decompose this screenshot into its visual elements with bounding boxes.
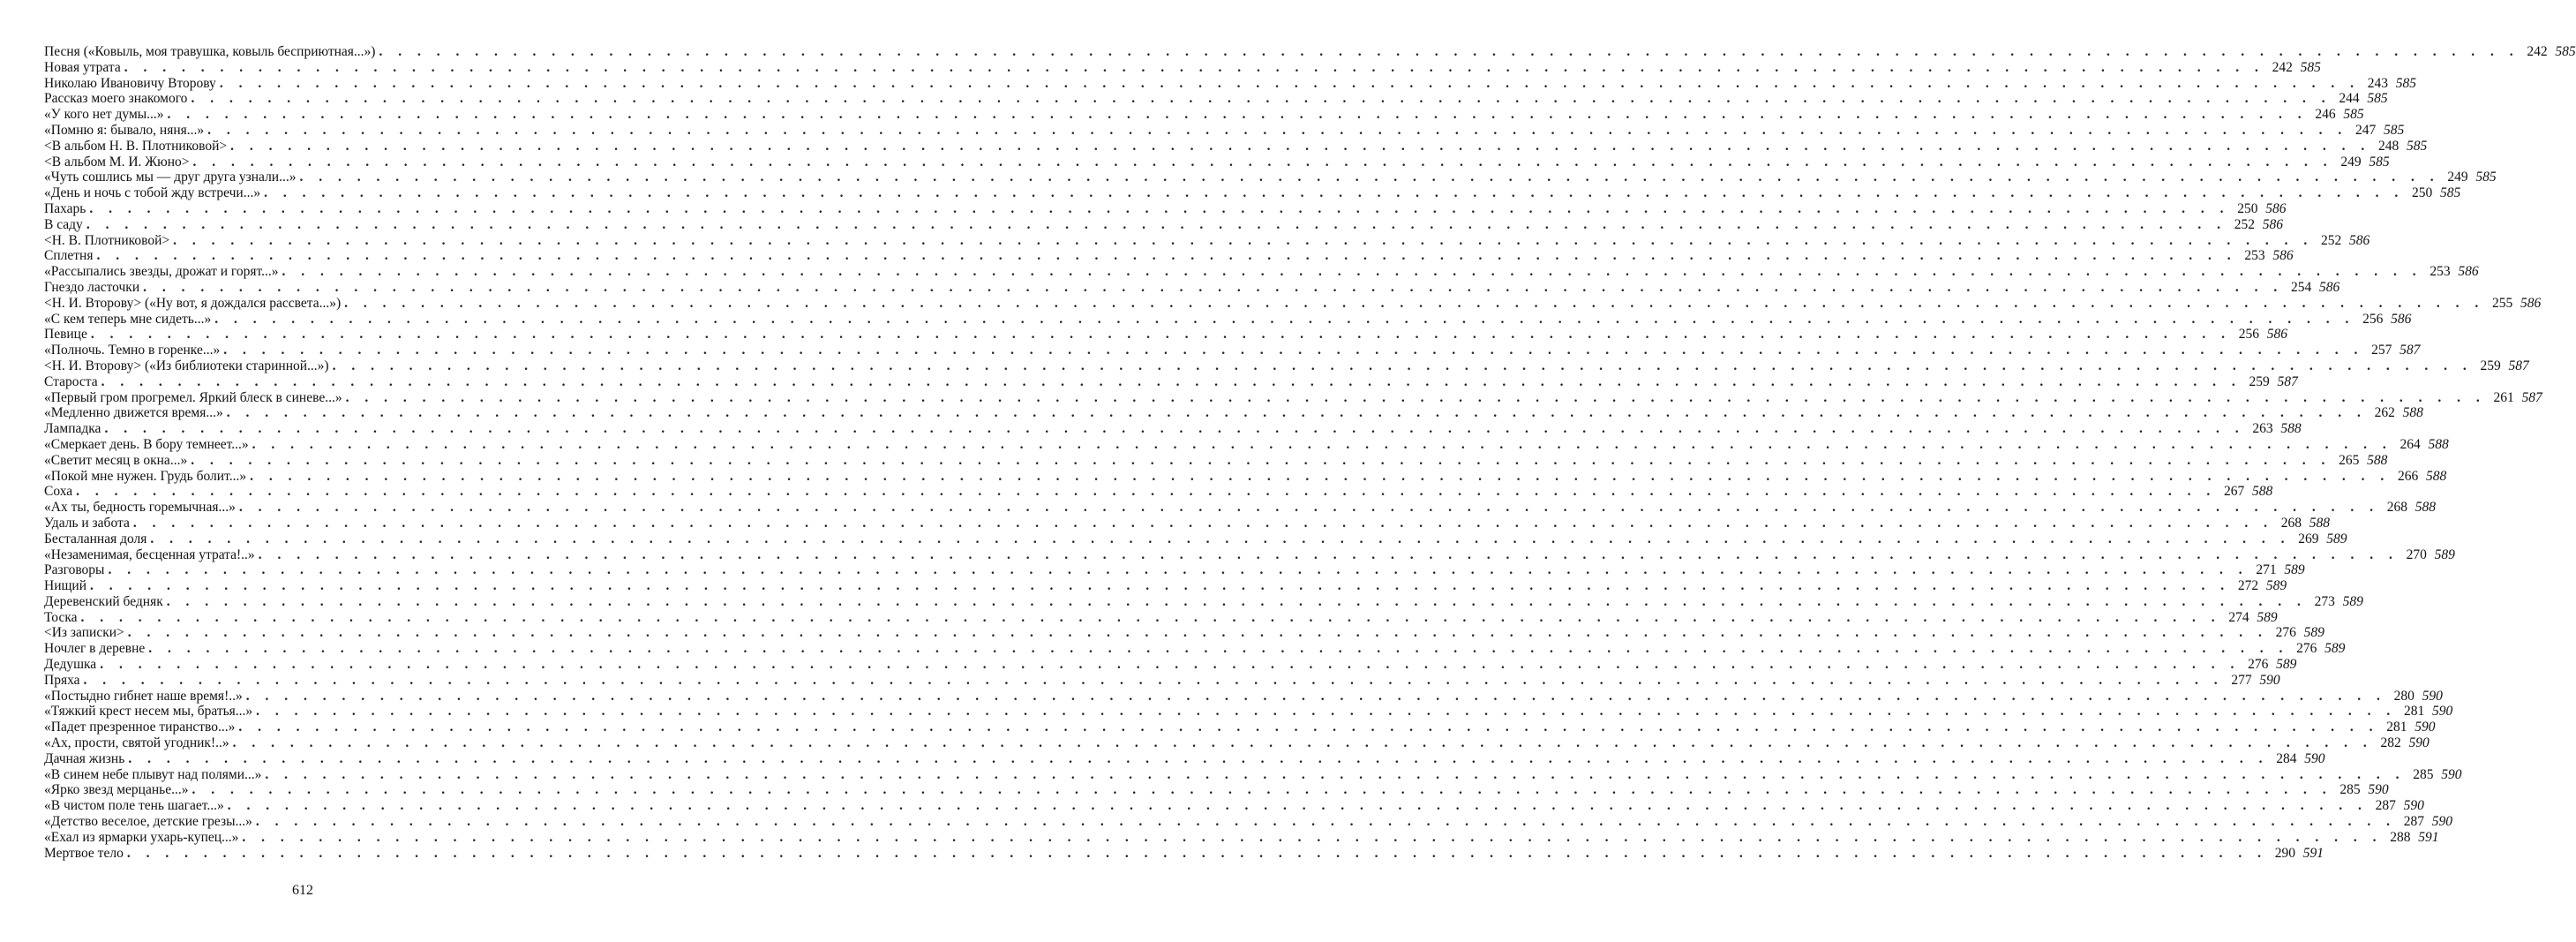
dot-leader [133,516,2273,531]
toc-entry-page: 259 [2480,358,2501,373]
toc-entry [44,657,2297,673]
toc-entry-title: «Медленно движется время...» [44,405,223,421]
dot-leader [228,798,2368,814]
toc-entry-note-page: 590 [2408,735,2430,751]
toc-entry-page: 288 [2390,829,2411,845]
dot-leader [104,421,2244,437]
toc-entry-title: «Ах, прости, святой угодник!..» [44,735,229,751]
toc-entry-note-page: 591 [2418,829,2439,845]
toc-entry-note-page: 590 [2441,766,2462,782]
toc-entry-page: 247 [2355,122,2377,138]
page-number: 612 [292,883,313,898]
table-of-contents [44,44,2576,861]
toc-entry-page: 276 [2275,625,2296,641]
toc-entry-title: <Из записки> [44,625,124,641]
dot-leader [127,846,2267,862]
dot-leader [148,641,2288,657]
dot-leader [379,44,2519,60]
toc-entry-note-page: 586 [2272,248,2294,264]
toc-entry-note-page: 586 [2262,216,2283,232]
toc-entry-note-page: 588 [2415,500,2436,516]
toc-entry-title: «Полночь. Темно в горенке...» [44,343,221,358]
toc-entry-title: Пахарь [44,200,86,216]
dot-leader [124,60,2264,76]
dot-leader [242,830,2382,846]
dot-leader [220,76,2360,92]
toc-entry-note-page: 585 [2407,138,2428,154]
toc-entry-note-page: 586 [2520,295,2542,311]
toc-entry [44,373,2298,390]
toc-entry-title: Ночлег в деревне [44,641,146,657]
toc-entry-page: 277 [2231,672,2252,688]
toc-entry-page: 267 [2224,484,2245,500]
toc-entry-page: 248 [2378,138,2400,154]
toc-entry [44,421,2302,437]
toc-entry-title: «Тяжкий крест несем мы, братья...» [44,704,253,720]
toc-entry [44,138,2428,154]
toc-entry-note-page: 589 [2324,641,2346,657]
toc-entry [44,672,2280,689]
toc-entry-title: «Чуть сошлись мы — друг друга узнали...» [44,170,297,185]
toc-entry [44,279,2340,296]
toc-entry-page: 274 [2228,609,2249,625]
dot-leader [233,735,2373,751]
toc-entry-title: Дачная жизнь [44,750,125,766]
toc-entry [44,452,2388,469]
toc-entry-page: 244 [2339,91,2360,107]
dot-leader [238,720,2378,735]
toc-entry-note-page: 590 [2304,750,2325,766]
toc-entry [44,766,2462,783]
dot-leader [89,201,2229,217]
toc-entry-note-page: 589 [2265,578,2287,594]
toc-entry-page: 243 [2367,75,2388,91]
toc-entry-page: 287 [2375,798,2396,814]
toc-entry-note-page: 588 [2402,405,2423,421]
toc-entry-page: 256 [2238,327,2259,343]
toc-entry [44,500,2436,516]
toc-entry-note-page: 585 [2555,44,2576,59]
dot-leader [256,814,2396,830]
toc-entry-title: «Детство веселое, детские грезы...» [44,814,252,830]
toc-entry-title: Певице [44,327,87,343]
dot-leader [81,610,2221,626]
toc-entry-title: «День и ночь с тобой жду встречи...» [44,185,261,201]
toc-entry-title: Дедушка [44,657,97,673]
dot-leader [96,248,2236,264]
toc-entry-note-page: 587 [2400,343,2421,358]
toc-entry [44,641,2346,657]
toc-entry-title: Соха [44,484,73,500]
toc-entry-page: 269 [2298,531,2319,546]
dot-leader [230,139,2370,154]
toc-entry-page: 272 [2237,578,2259,594]
toc-entry-page: 253 [2430,264,2451,280]
toc-entry-page: 276 [2296,641,2317,657]
toc-entry-page: 270 [2406,546,2427,562]
toc-entry-page: 273 [2314,593,2335,609]
dot-leader [264,185,2404,201]
toc-entry-note-page: 590 [2431,814,2452,830]
dot-leader [101,374,2242,390]
toc-entry [44,436,2449,453]
toc-entry-title: Новая утрата [44,59,121,75]
toc-entry-note-page: 587 [2521,389,2542,405]
toc-entry [44,625,2324,641]
toc-entry [44,515,2330,531]
toc-entry [44,107,2364,123]
toc-entry [44,248,2294,264]
toc-entry [44,343,2421,358]
toc-entry [44,546,2455,563]
toc-entry [44,44,2576,60]
toc-entry-note-page: 590 [2415,720,2436,735]
toc-entry-title: «Постыдно гибнет наше время!..» [44,688,243,704]
toc-entry [44,154,2390,170]
toc-entry-title: «В чистом поле тень шагает...» [44,798,224,814]
toc-entry-page: 266 [2397,468,2419,484]
toc-entry-title: Деревенский бедняк [44,593,163,609]
toc-entry-page: 249 [2340,154,2362,170]
toc-entry-note-page: 589 [2257,609,2278,625]
toc-entry [44,782,2389,798]
dot-leader [191,91,2331,107]
toc-entry-title: Лампадка [44,421,101,437]
toc-entry [44,405,2423,421]
toc-entry-note-page: 589 [2326,531,2347,546]
toc-entry-note-page: 586 [2391,311,2412,327]
toc-entry-page: 281 [2386,720,2407,735]
toc-entry [44,704,2453,720]
toc-entry-note-page: 588 [2425,468,2447,484]
dot-leader [259,547,2399,563]
toc-entry-title: «Помню я: бывало, няня...» [44,122,205,138]
toc-entry-page: 268 [2280,515,2302,531]
dot-leader [191,453,2331,469]
toc-entry [44,389,2542,406]
toc-entry-title: Сплетня [44,248,94,264]
toc-entry-page: 257 [2371,343,2392,358]
toc-entry-note-page: 585 [2369,154,2390,170]
dot-leader [128,751,2268,767]
toc-entry-page: 249 [2447,170,2468,185]
toc-entry-page: 287 [2403,814,2424,830]
toc-entry-page: 284 [2276,750,2297,766]
toc-entry [44,295,2542,312]
toc-entry-note-page: 590 [2422,688,2443,704]
toc-entry-note-page: 588 [2428,436,2449,452]
dot-leader [207,123,2347,139]
toc-entry-title: «Светит месяц в окна...» [44,452,188,468]
toc-entry-page: 254 [2291,279,2312,295]
toc-entry [44,185,2461,201]
toc-entry-note-page: 585 [2475,170,2497,185]
toc-entry-title: «Ах ты, бедность горемычная...» [44,500,236,516]
toc-entry-title: Нищий [44,578,87,594]
toc-entry-title: В саду [44,216,83,232]
toc-entry-note-page: 589 [2303,625,2324,641]
toc-entry [44,232,2370,249]
toc-entry-page: 261 [2493,389,2514,405]
toc-entry [44,720,2436,735]
dot-leader [173,233,2313,249]
toc-entry-page: 256 [2362,311,2384,327]
toc-entry [44,562,2305,578]
toc-entry-page: 252 [2320,232,2342,248]
dot-leader [265,767,2405,783]
toc-entry-note-page: 585 [2343,107,2364,123]
toc-entry-note-page: 586 [2458,264,2479,280]
toc-entry-page: 285 [2413,766,2434,782]
toc-entry [44,327,2287,343]
toc-entry [44,688,2443,705]
dot-leader [282,264,2422,280]
toc-entry-title: «Покой мне нужен. Грудь болит...» [44,468,247,484]
toc-entry-title: Песня («Ковыль, моя травушка, ковыль бесприютная...») [44,44,376,59]
toc-entry-page: 250 [2411,185,2433,201]
dot-leader [108,562,2248,578]
toc-entry-page: 255 [2492,295,2513,311]
toc-entry-title: Разговоры [44,562,105,578]
toc-entry-page: 263 [2252,421,2273,437]
toc-entry [44,468,2447,485]
toc-entry-title: «Первый гром прогремел. Яркий блеск в синеве...» [44,389,342,405]
toc-entry [44,829,2439,846]
toc-entry-page: 268 [2386,500,2407,516]
toc-entry-note-page: 587 [2277,373,2298,389]
toc-entry-note-page: 588 [2309,515,2330,531]
toc-entry-note-page: 586 [2319,279,2340,295]
toc-entry-page: 282 [2380,735,2401,751]
toc-entry-note-page: 585 [2384,122,2405,138]
toc-entry-title: «Смеркает день. В бору темнеет...» [44,436,249,452]
toc-entry-note-page: 590 [2259,672,2280,688]
toc-entry-title: «В синем небе плывут над полями...» [44,766,262,782]
dot-leader [90,578,2230,594]
toc-entry [44,735,2430,751]
toc-entry-title: Гнездо ласточки [44,279,140,295]
toc-entry-note-page: 589 [2342,593,2363,609]
toc-entry-title: Рассказ моего знакомого [44,91,188,107]
toc-entry [44,170,2497,185]
dot-leader [344,296,2484,312]
toc-entry [44,91,2388,107]
dot-leader [239,500,2379,516]
toc-entry-note-page: 588 [2252,484,2273,500]
toc-entry [44,593,2363,610]
toc-entry-note-page: 588 [2367,452,2388,468]
toc-entry-page: 250 [2237,200,2258,216]
toc-entry-title: «Незаменимая, бесценная утрата!..» [44,546,255,562]
toc-entry-note-page: 587 [2508,358,2529,373]
toc-entry-page: 265 [2339,452,2360,468]
toc-entry [44,122,2405,139]
toc-entry [44,75,2416,92]
toc-entry-title: <В альбом М. И. Жюно> [44,154,190,170]
toc-entry-note-page: 585 [2395,75,2416,91]
toc-entry-page: 242 [2527,44,2548,59]
dot-leader [299,170,2439,185]
toc-entry [44,484,2273,500]
dot-leader [168,107,2308,123]
toc-entry-page: 242 [2272,59,2293,75]
toc-entry [44,59,2321,76]
toc-entry-title: <Н. И. Второву> («Ну вот, я дождался рассвета...») [44,295,342,311]
toc-entry-title: Староста [44,373,98,389]
dot-leader [223,343,2363,358]
toc-entry-note-page: 590 [2432,704,2453,720]
toc-entry-title: «Ехал из ярмарки ухарь-купец...» [44,829,239,845]
toc-entry-page: 252 [2234,216,2255,232]
toc-entry-page: 290 [2274,845,2295,861]
dot-leader [346,390,2486,406]
dot-leader [167,594,2307,610]
toc-entry-title: Тоска [44,609,78,625]
toc-entry-page: 246 [2315,107,2336,123]
dot-leader [86,217,2227,233]
dot-leader [84,673,2224,689]
toc-entry-note-page: 588 [2280,421,2302,437]
toc-entry-page: 253 [2244,248,2265,264]
toc-entry [44,216,2283,233]
toc-entry [44,531,2347,547]
toc-entry [44,845,2324,862]
toc-entry [44,200,2287,217]
toc-entry-title: «С кем теперь мне сидеть...» [44,311,212,327]
toc-entry-note-page: 585 [2300,59,2321,75]
toc-entry [44,814,2452,830]
toc-entry-title: Мертвое тело [44,845,124,861]
toc-entry-note-page: 591 [2302,845,2324,861]
dot-leader [250,469,2390,485]
toc-entry-title: <Н. И. Второву> («Из библиотеки старинной...») [44,358,329,373]
dot-leader [91,327,2231,343]
toc-entry-page: 276 [2248,657,2269,673]
dot-leader [76,484,2216,500]
dot-leader [192,782,2332,798]
dot-leader [150,531,2290,547]
dot-leader [143,280,2283,296]
toc-entry-title: «Падет презренное тиранство...» [44,720,236,735]
dot-leader [256,704,2396,720]
toc-entry-page: 262 [2374,405,2395,421]
toc-entry [44,578,2287,594]
dot-leader [246,689,2386,705]
toc-entry-title: «Ярко звезд мерцанье...» [44,782,189,798]
toc-entry-page: 280 [2393,688,2415,704]
toc-entry [44,264,2479,280]
toc-entry [44,609,2278,626]
toc-entry-title: Удаль и забота [44,515,130,531]
dot-leader [128,625,2268,641]
toc-entry [44,311,2412,328]
toc-entry-note-page: 585 [2367,91,2388,107]
toc-entry-title: Бесталанная доля [44,531,147,546]
toc-entry-page: 285 [2339,782,2361,798]
toc-entry [44,358,2529,374]
toc-entry-title: «Рассыпались звезды, дрожат и горят...» [44,264,279,280]
toc-entry-note-page: 586 [2265,200,2287,216]
toc-entry-page: 281 [2404,704,2425,720]
toc-entry-note-page: 585 [2439,185,2461,201]
toc-entry-note-page: 590 [2403,798,2424,814]
dot-leader [193,154,2333,170]
toc-entry [44,798,2424,814]
toc-entry-note-page: 586 [2348,232,2370,248]
toc-entry-note-page: 589 [2276,657,2297,673]
toc-entry-note-page: 589 [2434,546,2455,562]
toc-entry-page: 264 [2400,436,2421,452]
toc-entry-title: Николаю Ивановичу Второву [44,75,216,91]
toc-entry-title: Пряха [44,672,80,688]
dot-leader [252,437,2392,453]
toc-entry-title: <Н. В. Плотниковой> [44,232,170,248]
dot-leader [100,657,2240,673]
toc-entry-note-page: 589 [2284,562,2305,578]
toc-entry-title: <В альбом Н. В. Плотниковой> [44,138,228,154]
toc-entry-note-page: 586 [2266,327,2287,343]
toc-entry-note-page: 590 [2368,782,2389,798]
dot-leader [214,312,2354,328]
toc-entry-page: 259 [2249,373,2270,389]
dot-leader [227,405,2367,421]
dot-leader [333,358,2473,374]
toc-entry [44,750,2325,767]
toc-entry-title: «У кого нет думы...» [44,107,164,123]
toc-entry-page: 271 [2256,562,2277,578]
